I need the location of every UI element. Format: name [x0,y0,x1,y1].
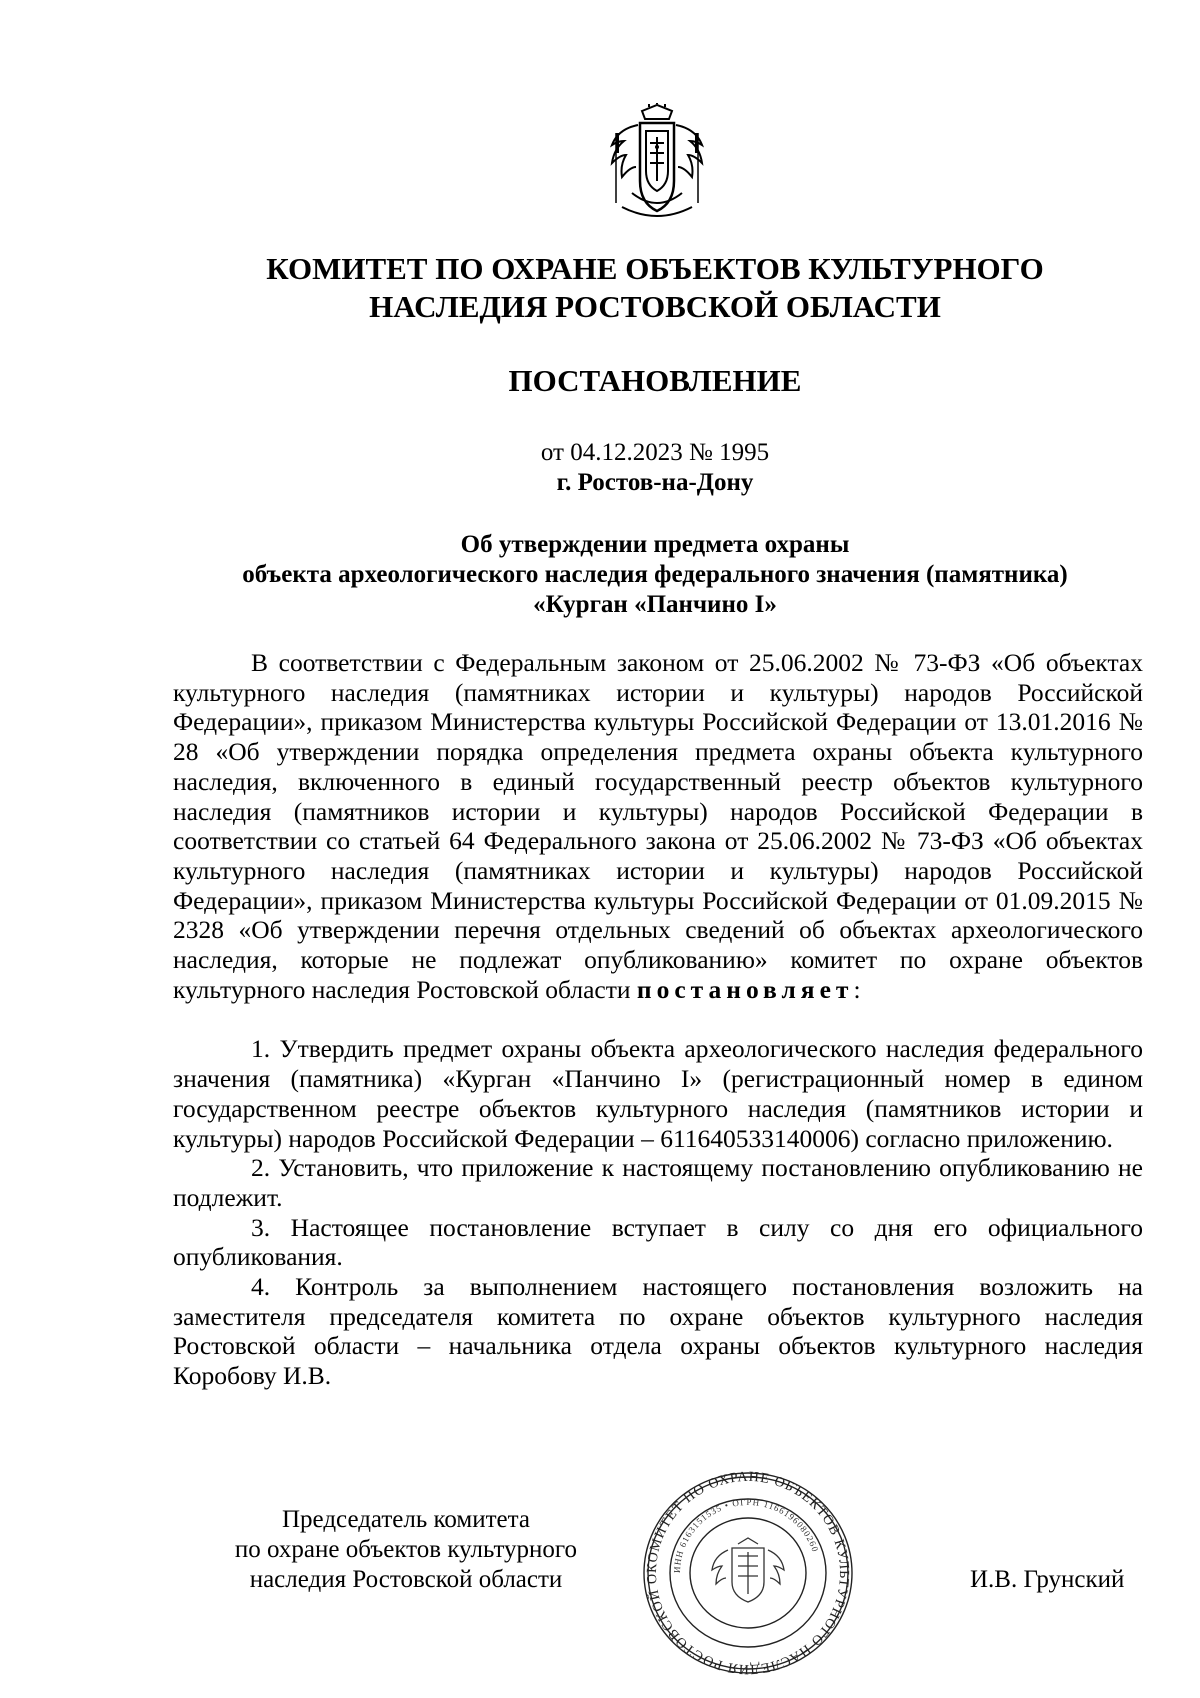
organization-title-line-2: НАСЛЕДИЯ РОСТОВСКОЙ ОБЛАСТИ [369,289,941,324]
decree-colon: : [853,974,861,1004]
list-item-2: 2. Установить, что приложение к настоящему постановлению опубликованию не подлежит. [173,1153,1143,1212]
document-subject [150,530,1160,620]
document-type: ПОСТАНОВЛЕНИЕ [508,363,802,398]
document-city: г. Ростов-на-Дону [556,469,754,496]
svg-text:ИНН 6163151535 • ОГРН 11661960 [672,1497,821,1573]
seal-outer-text: КОМИТЕТ ПО ОХРАНЕ ОБЪЕКТОВ КУЛЬТУРНОГО НАСЛЕДИЯ РОСТОВСКОЙ О [644,1469,852,1677]
subject-line-3: «Курган «Панчино I» [533,591,777,618]
preamble-paragraph [173,648,1143,1004]
document-date-number: от 04.12.2023 № 1995 [540,439,770,466]
preamble-text: В соответствии с Федеральным законом от 25.06.2002 № 73-ФЗ «Об объектах культурного наследия (памятниках истории и культуры) народов Российской Федерации», приказом Министерства культуры Российской Федерации от 13.01.2016 № 28 «Об утверждении порядка определения предмета охраны объекта культурного наследия, включенного в единый государственный реестр объектов культурного наследия (памятников истории и культуры) народов Российской Федерации в соответствии со статьей 64 Федерального закона от 25.06.2002 № 73-ФЗ «Об объектах культурного наследия (памятниках истории и культуры) народов Российской Федерации», приказом Министерства культуры Российской Федерации от 01.09.2015 № 2328 «Об утверждении перечня отдельных сведений об объектах археологического наследия, которые не подлежат опубликованию» комитет по охране объектов культурного наследия Ростовской области [173,648,1143,1004]
organization-title-line-1: КОМИТЕТ ПО ОХРАНЕ ОБЪЕКТОВ КУЛЬТУРНОГО [266,251,1044,286]
seal-inner-text: ИНН 6163151535 • ОГРН 1166196080260 [671,1496,821,1574]
signatory-position-line-1: Председатель комитета [282,1506,530,1533]
subject-line-2: объекта археологического наследия федерального значения (памятника) [242,561,1068,588]
list-item-4: 4. Контроль за выполнением настоящего постановления возложить на заместителя председателя комитета по охране объектов культурного наследия Ростовской области – начальника отдела охраны объектов культурного наследия Коробову И.В. [173,1272,1143,1391]
signatory-position-line-2: по охране объектов культурного [234,1536,578,1563]
organization-title [150,250,1160,326]
subject-line-1: Об утверждении предмета охраны [460,531,850,558]
official-seal [628,1468,868,1678]
document-body [173,648,1143,1391]
official-round-seal-icon [628,1468,868,1678]
rostov-coat-of-arms-icon [602,103,712,225]
signatory-name: И.В. Грунский [970,1566,1125,1593]
list-item-1: 1. Утвердить предмет охраны объекта археологического наследия федерального значения (памятника) «Курган «Панчино I» (регистрационный номер в едином государственном реестре объектов культурного наследия (памятников истории и культуры) народов Российской Федерации – 611640533140006) согласно приложению. [173,1034,1143,1153]
signatory-position [196,1505,616,1595]
coat-of-arms-emblem [602,103,712,225]
decree-word: постановляет [636,974,854,1004]
list-item-3: 3. Настоящее постановление вступает в силу со дня его официального опубликования. [173,1212,1143,1272]
signatory-position-line-3: наследия Ростовской области [249,1566,563,1593]
